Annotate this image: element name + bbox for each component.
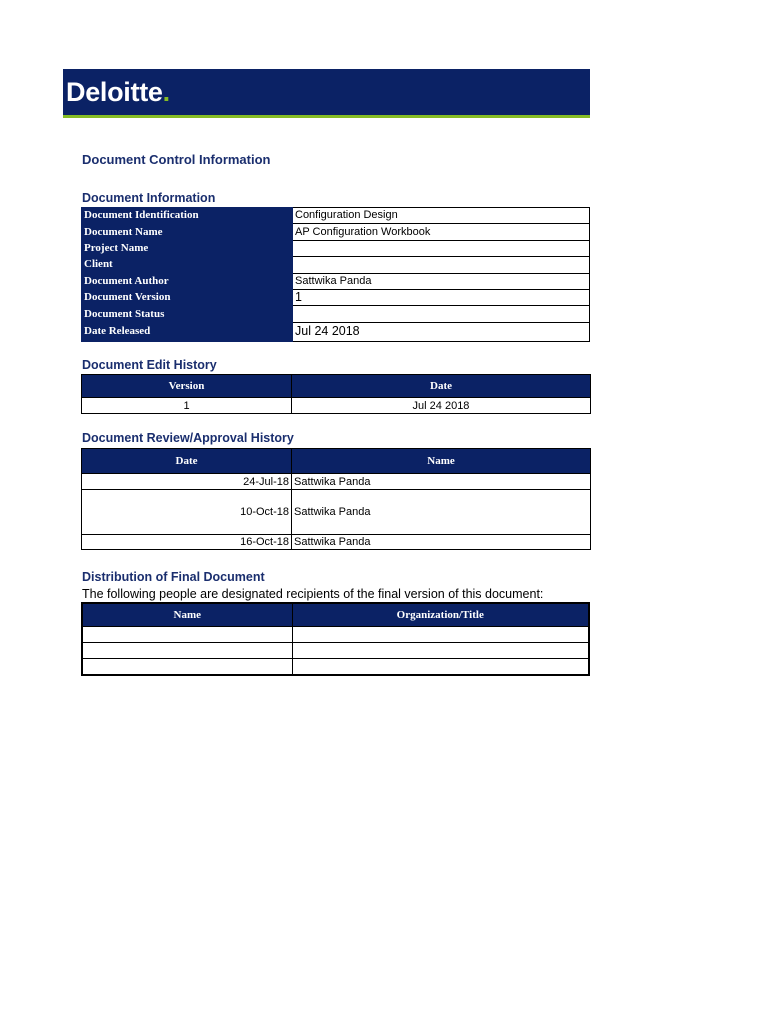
- edit-history-heading: Document Edit History: [82, 358, 217, 372]
- name-cell[interactable]: [82, 627, 292, 643]
- header-banner: [63, 69, 590, 118]
- column-header: Version: [82, 375, 292, 398]
- distribution-subtitle: The following people are designated recipients of the final version of this document:: [82, 587, 544, 601]
- table-row: [82, 257, 590, 273]
- field-label: Document Identification: [82, 208, 293, 224]
- review-history-table: [81, 448, 591, 550]
- field-label: Project Name: [82, 240, 293, 256]
- table-row: [82, 474, 591, 490]
- date-cell[interactable]: 24-Jul-18: [82, 474, 292, 490]
- table-header-row: [82, 449, 591, 474]
- field-label: Document Status: [82, 306, 293, 322]
- date-cell[interactable]: Jul 24 2018: [292, 398, 591, 414]
- field-value[interactable]: 1: [293, 289, 590, 305]
- table-row: [82, 208, 590, 224]
- table-row: [82, 240, 590, 256]
- table-header-row: [82, 375, 591, 398]
- field-label: Document Author: [82, 273, 293, 289]
- distribution-table: [81, 602, 590, 676]
- field-value[interactable]: Configuration Design: [293, 208, 590, 224]
- table-row: [82, 535, 591, 550]
- column-header: Date: [82, 449, 292, 474]
- org-cell[interactable]: [292, 627, 589, 643]
- page-title: Document Control Information: [82, 152, 271, 167]
- table-row: [82, 224, 590, 240]
- table-row: [82, 398, 591, 414]
- field-label: Document Name: [82, 224, 293, 240]
- table-row: [82, 627, 589, 643]
- field-value[interactable]: AP Configuration Workbook: [293, 224, 590, 240]
- table-row: [82, 322, 590, 341]
- table-row: [82, 643, 589, 659]
- field-value[interactable]: Sattwika Panda: [293, 273, 590, 289]
- field-label: Client: [82, 257, 293, 273]
- name-cell[interactable]: Sattwika Panda: [292, 490, 591, 535]
- deloitte-logo: Deloitte.: [66, 77, 170, 107]
- table-row: [82, 659, 589, 676]
- field-label: Document Version: [82, 289, 293, 305]
- field-value[interactable]: [293, 240, 590, 256]
- field-value[interactable]: [293, 306, 590, 322]
- table-row: [82, 289, 590, 305]
- table-row: [82, 490, 591, 535]
- field-value[interactable]: Jul 24 2018: [293, 322, 590, 341]
- date-cell[interactable]: 16-Oct-18: [82, 535, 292, 550]
- distribution-heading: Distribution of Final Document: [82, 570, 265, 584]
- table-row: [82, 306, 590, 322]
- date-cell[interactable]: 10-Oct-18: [82, 490, 292, 535]
- column-header: Date: [292, 375, 591, 398]
- review-history-heading: Document Review/Approval History: [82, 431, 294, 445]
- table-header-row: [82, 603, 589, 627]
- column-header: Name: [292, 449, 591, 474]
- org-cell[interactable]: [292, 643, 589, 659]
- column-header: Name: [82, 603, 292, 627]
- org-cell[interactable]: [292, 659, 589, 676]
- document-information-heading: Document Information: [82, 191, 216, 205]
- table-row: [82, 273, 590, 289]
- column-header: Organization/Title: [292, 603, 589, 627]
- document-information-table: [81, 207, 590, 342]
- edit-history-table: [81, 374, 591, 414]
- name-cell[interactable]: Sattwika Panda: [292, 474, 591, 490]
- field-label: Date Released: [82, 322, 293, 341]
- name-cell[interactable]: [82, 643, 292, 659]
- name-cell[interactable]: Sattwika Panda: [292, 535, 591, 550]
- version-cell[interactable]: 1: [82, 398, 292, 414]
- name-cell[interactable]: [82, 659, 292, 676]
- field-value[interactable]: [293, 257, 590, 273]
